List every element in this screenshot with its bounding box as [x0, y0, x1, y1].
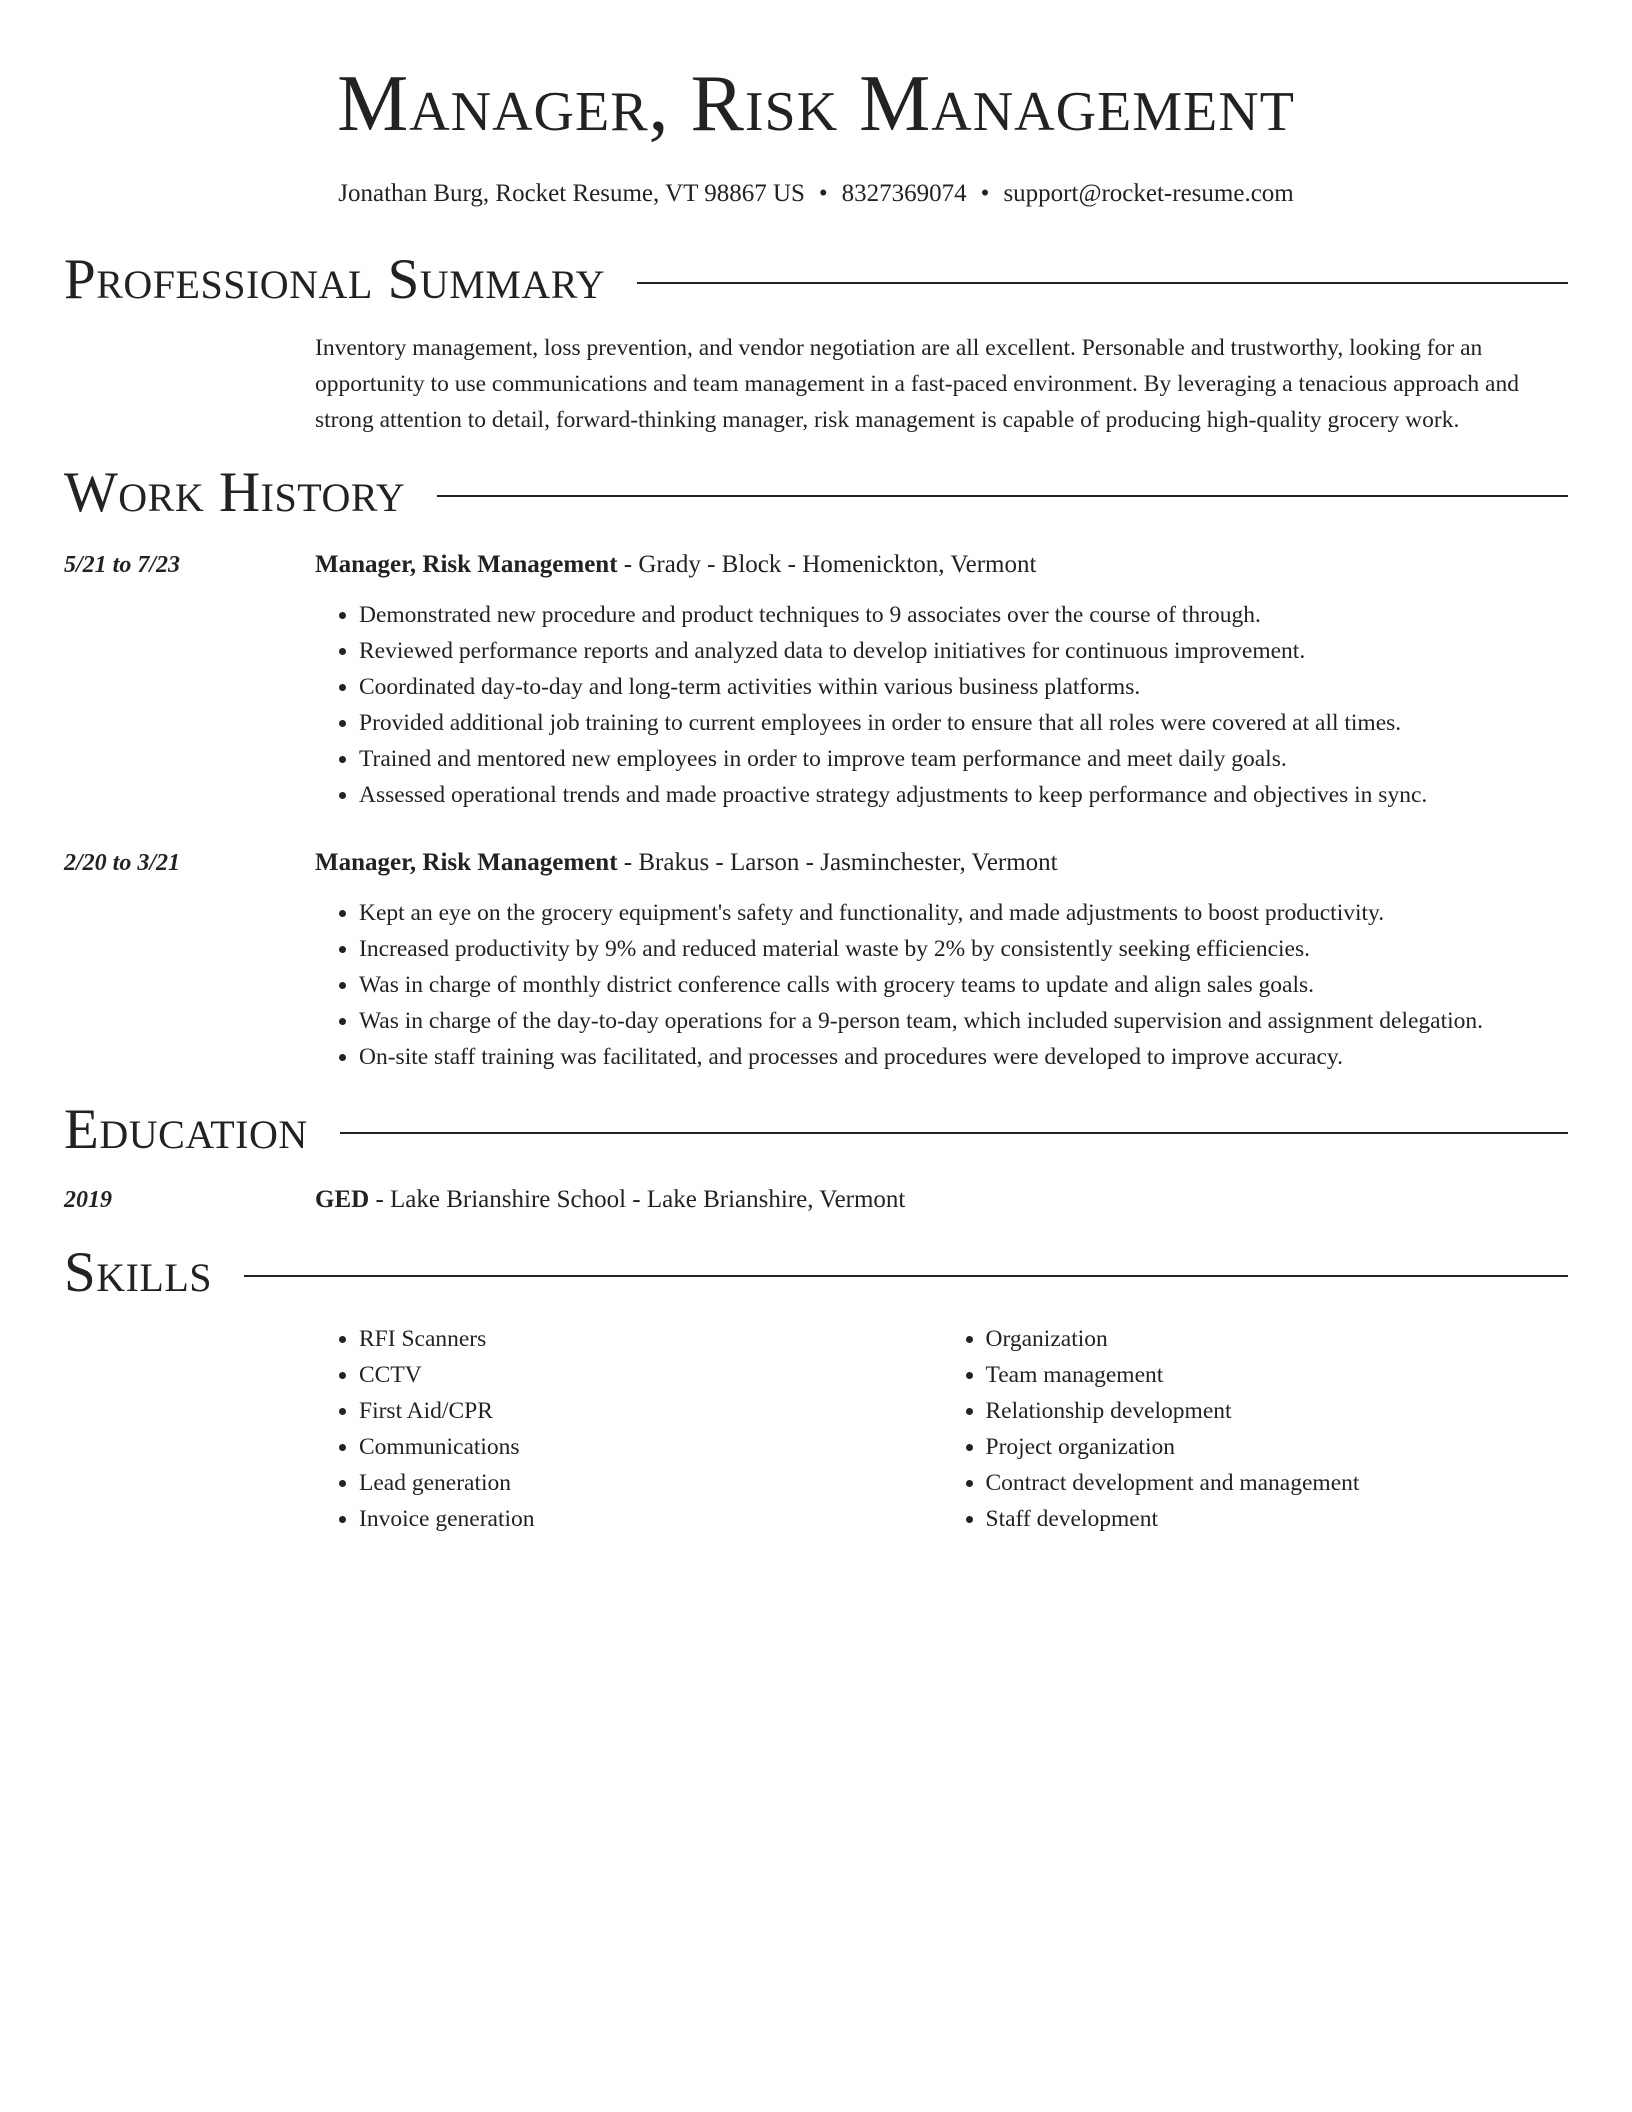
resume-title: Manager, Risk Management: [337, 60, 1295, 148]
section-title: Professional Summary: [64, 248, 606, 311]
skill-item: • Relationship development: [986, 1393, 1569, 1429]
job-bullet: • Provided additional job training to current employees in order to ensure that all roles were covered at all times.: [359, 705, 1568, 741]
job-heading: [315, 845, 1568, 881]
contact-line: [64, 179, 1568, 209]
contact-address: Jonathan Burg, Rocket Resume, VT 98867 US: [338, 180, 805, 207]
section-header-summary: [64, 248, 1568, 311]
job-bullet: • Demonstrated new procedure and product techniques to 9 associates over the course of through.: [359, 597, 1568, 633]
job-bullet: • Reviewed performance reports and analyzed data to develop initiatives for continuous improvement.: [359, 633, 1568, 669]
job-bullet: • Assessed operational trends and made proactive strategy adjustments to keep performance and objectives in sync.: [359, 777, 1568, 813]
section-header-education: [64, 1098, 1568, 1161]
job-body: [315, 547, 1568, 813]
job-bullet: • Coordinated day-to-day and long-term activities within various business platforms.: [359, 669, 1568, 705]
contact-separator: •: [980, 180, 990, 207]
section-divider: [437, 495, 1568, 497]
section-divider: [637, 282, 1568, 284]
skill-item: • Project organization: [986, 1429, 1569, 1465]
job-entry: [64, 547, 1568, 813]
job-bullet: • Kept an eye on the grocery equipment's safety and functionality, and made adjustments to boost productivity.: [359, 895, 1568, 931]
section-title: Education: [64, 1098, 308, 1161]
section-title: Work History: [64, 461, 406, 524]
job-bullet: • Was in charge of the day-to-day operations for a 9-person team, which included supervision and assignment delegation.: [359, 1003, 1568, 1039]
job-bullet: • Increased productivity by 9% and reduced material waste by 2% by consistently seeking efficiencies.: [359, 931, 1568, 967]
job-details: - Grady - Block - Homenickton, Vermont: [617, 551, 1037, 578]
skill-item: • Lead generation: [359, 1465, 942, 1501]
section-header-work-history: [64, 461, 1568, 524]
skill-item: • Team management: [986, 1357, 1569, 1393]
summary-text: Inventory management, loss prevention, and vendor negotiation are all excellent. Personable and trustworthy, looking for an opportunity to use communications and team management in a fast-paced environment. By leveraging a tenacious approach and strong attention to detail, forward-thinking manager, risk management is capable of producing high-quality grocery work.: [315, 335, 1519, 433]
skills-column-left: [315, 1321, 942, 1537]
job-entry: [64, 845, 1568, 1075]
job-details: - Brakus - Larson - Jasminchester, Vermont: [617, 849, 1058, 876]
job-bullets: [315, 597, 1568, 813]
education-body: [315, 1182, 905, 1218]
contact-separator: •: [818, 180, 828, 207]
contact-email: support@rocket-resume.com: [1003, 180, 1294, 207]
education-entry: [64, 1182, 1568, 1218]
skill-item: • CCTV: [359, 1357, 942, 1393]
skill-item: • Invoice generation: [359, 1501, 942, 1537]
job-bullet: • Trained and mentored new employees in order to improve team performance and meet daily goals.: [359, 741, 1568, 777]
job-title: Manager, Risk Management: [315, 849, 618, 876]
job-dates: 2/20 to 3/21: [64, 850, 181, 876]
skill-item: • First Aid/CPR: [359, 1393, 942, 1429]
skill-item: • Contract development and management: [986, 1465, 1569, 1501]
skill-item: • Organization: [986, 1321, 1569, 1357]
job-bullet: • On-site staff training was facilitated, and processes and procedures were developed to improve accuracy.: [359, 1039, 1568, 1075]
skills-grid: [315, 1321, 1568, 1537]
education-degree: GED: [315, 1186, 370, 1213]
education-details: - Lake Brianshire School - Lake Brianshire, Vermont: [369, 1186, 906, 1213]
skill-item: • Communications: [359, 1429, 942, 1465]
job-bullets: [315, 895, 1568, 1075]
job-title: Manager, Risk Management: [315, 551, 618, 578]
skills-column-right: [942, 1321, 1569, 1537]
skill-item: • RFI Scanners: [359, 1321, 942, 1357]
section-divider: [244, 1275, 1568, 1277]
skill-item: • Staff development: [986, 1501, 1569, 1537]
education-year: 2019: [64, 1187, 112, 1213]
job-dates: 5/21 to 7/23: [64, 552, 181, 578]
job-heading: [315, 547, 1568, 583]
job-body: [315, 845, 1568, 1075]
contact-phone: 8327369074: [841, 180, 967, 207]
section-title: Skills: [64, 1241, 213, 1304]
section-divider: [340, 1132, 1568, 1134]
section-header-skills: [64, 1241, 1568, 1304]
job-bullet: • Was in charge of monthly district conference calls with grocery teams to update and align sales goals.: [359, 967, 1568, 1003]
